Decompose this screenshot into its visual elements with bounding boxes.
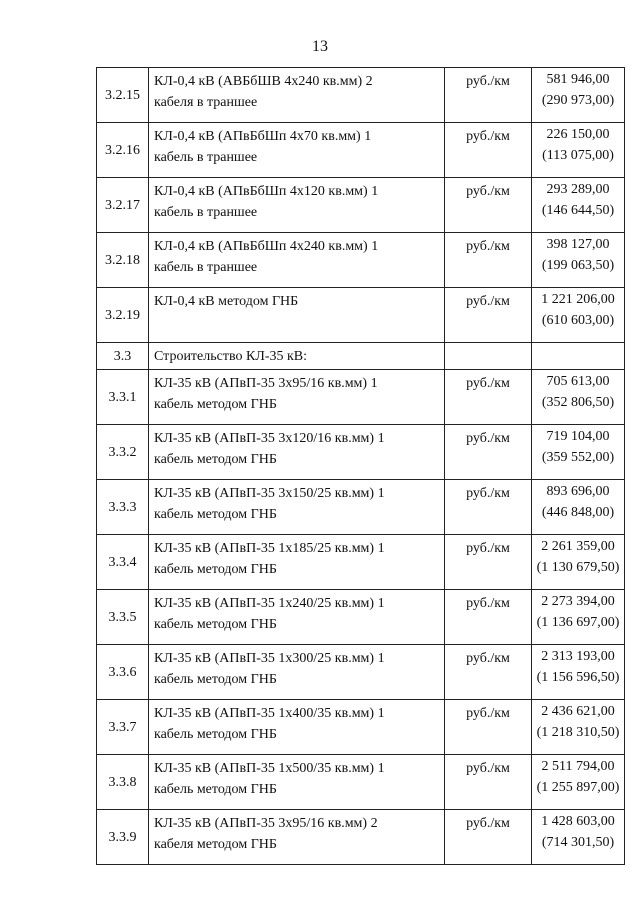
rate-bracketed: (1 130 679,50) xyxy=(536,560,620,575)
item-description xyxy=(149,68,445,123)
description-line: кабеля в траншее xyxy=(154,95,258,110)
rate-bracketed: (359 552,00) xyxy=(541,450,615,465)
item-description xyxy=(149,590,445,645)
item-description xyxy=(149,123,445,178)
rate-with-vat: 719 104,00 xyxy=(546,429,610,444)
item-description xyxy=(149,288,445,343)
item-number: 3.2.15 xyxy=(97,68,149,123)
unit-of-measure: руб./км xyxy=(445,123,532,178)
rate-value xyxy=(532,288,625,343)
description-line: КЛ-0,4 кВ (АПвБбШп 4х70 кв.мм) 1 xyxy=(154,129,372,144)
rate-value xyxy=(532,700,625,755)
description-line: КЛ-0,4 кВ (АВБбШВ 4х240 кв.мм) 2 xyxy=(154,74,373,89)
rate-with-vat: 1 221 206,00 xyxy=(541,292,615,307)
rate-with-vat: 398 127,00 xyxy=(546,237,610,252)
description-line: КЛ-35 кВ (АПвП-35 1х185/25 кв.мм) 1 xyxy=(154,541,385,556)
description-line: КЛ-35 кВ (АПвП-35 3х95/16 кв.мм) 1 xyxy=(154,376,378,391)
rate-with-vat: 2 511 794,00 xyxy=(541,759,615,774)
description-line: КЛ-35 кВ (АПвП-35 3х150/25 кв.мм) 1 xyxy=(154,486,385,501)
description-line: КЛ-35 кВ (АПвП-35 1х240/25 кв.мм) 1 xyxy=(154,596,385,611)
table-row xyxy=(97,480,625,535)
item-description xyxy=(149,233,445,288)
description-line: кабель методом ГНБ xyxy=(154,672,277,687)
rate-bracketed: (199 063,50) xyxy=(541,258,615,273)
tariff-table xyxy=(96,67,625,865)
rate-value xyxy=(532,370,625,425)
rate-bracketed: (146 644,50) xyxy=(541,203,615,218)
item-description xyxy=(149,645,445,700)
rate-value xyxy=(532,810,625,865)
unit-of-measure: руб./км xyxy=(445,700,532,755)
table-row xyxy=(97,645,625,700)
item-number: 3.3.7 xyxy=(97,700,149,755)
unit-of-measure: руб./км xyxy=(445,288,532,343)
description-line: кабель методом ГНБ xyxy=(154,507,277,522)
rate-value xyxy=(532,535,625,590)
rate-with-vat: 226 150,00 xyxy=(546,127,610,142)
unit-of-measure: руб./км xyxy=(445,178,532,233)
rate-value xyxy=(532,755,625,810)
table-row xyxy=(97,233,625,288)
item-description xyxy=(149,178,445,233)
item-number: 3.3.5 xyxy=(97,590,149,645)
rate-bracketed: (290 973,00) xyxy=(541,93,615,108)
description-line: кабель в траншее xyxy=(154,205,258,220)
description-line: КЛ-35 кВ (АПвП-35 3х120/16 кв.мм) 1 xyxy=(154,431,385,446)
description-line: КЛ-35 кВ (АПвП-35 3х95/16 кв.мм) 2 xyxy=(154,816,378,831)
unit-of-measure xyxy=(445,343,532,370)
item-number: 3.2.16 xyxy=(97,123,149,178)
item-description xyxy=(149,480,445,535)
description-line: кабель в траншее xyxy=(154,260,258,275)
item-description xyxy=(149,755,445,810)
description-line: кабель методом ГНБ xyxy=(154,562,277,577)
section-row xyxy=(97,343,625,370)
table-row xyxy=(97,590,625,645)
table-row xyxy=(97,535,625,590)
rate-value xyxy=(532,343,625,370)
item-number: 3.2.19 xyxy=(97,288,149,343)
item-description xyxy=(149,535,445,590)
description-line: кабель методом ГНБ xyxy=(154,727,277,742)
rate-with-vat: 705 613,00 xyxy=(546,374,610,389)
description-line: КЛ-0,4 кВ (АПвБбШп 4х120 кв.мм) 1 xyxy=(154,184,379,199)
rate-value xyxy=(532,68,625,123)
item-number: 3.3 xyxy=(97,343,149,370)
description-line: КЛ-35 кВ (АПвП-35 1х300/25 кв.мм) 1 xyxy=(154,651,385,666)
item-number: 3.2.17 xyxy=(97,178,149,233)
description-line: кабель методом ГНБ xyxy=(154,397,277,412)
item-number: 3.3.4 xyxy=(97,535,149,590)
table-row xyxy=(97,178,625,233)
item-number: 3.3.9 xyxy=(97,810,149,865)
unit-of-measure: руб./км xyxy=(445,755,532,810)
rate-bracketed: (714 301,50) xyxy=(541,835,615,850)
rate-with-vat: 2 436 621,00 xyxy=(541,704,615,719)
rate-bracketed: (1 218 310,50) xyxy=(536,725,620,740)
table-row xyxy=(97,288,625,343)
rate-with-vat: 2 261 359,00 xyxy=(541,539,615,554)
rate-with-vat: 2 313 193,00 xyxy=(541,649,615,664)
rate-value xyxy=(532,590,625,645)
rate-with-vat: 293 289,00 xyxy=(546,182,610,197)
item-description xyxy=(149,810,445,865)
rate-value xyxy=(532,425,625,480)
item-number: 3.2.18 xyxy=(97,233,149,288)
unit-of-measure: руб./км xyxy=(445,810,532,865)
unit-of-measure: руб./км xyxy=(445,590,532,645)
item-description xyxy=(149,343,445,370)
unit-of-measure: руб./км xyxy=(445,233,532,288)
unit-of-measure: руб./км xyxy=(445,480,532,535)
description-line: кабель методом ГНБ xyxy=(154,782,277,797)
rate-value xyxy=(532,233,625,288)
rate-value xyxy=(532,178,625,233)
unit-of-measure: руб./км xyxy=(445,370,532,425)
description-line: КЛ-35 кВ (АПвП-35 1х500/35 кв.мм) 1 xyxy=(154,761,385,776)
page-number: 13 xyxy=(312,38,328,55)
table-row xyxy=(97,810,625,865)
description-line: кабель методом ГНБ xyxy=(154,452,277,467)
rate-value xyxy=(532,123,625,178)
table-row xyxy=(97,68,625,123)
unit-of-measure: руб./км xyxy=(445,425,532,480)
description-line: кабель методом ГНБ xyxy=(154,617,277,632)
description-line: кабеля методом ГНБ xyxy=(154,837,277,852)
rate-bracketed: (1 156 596,50) xyxy=(536,670,620,685)
item-number: 3.3.1 xyxy=(97,370,149,425)
item-description xyxy=(149,425,445,480)
table-row xyxy=(97,755,625,810)
tariff-table-body xyxy=(97,68,625,865)
rate-bracketed: (352 806,50) xyxy=(541,395,615,410)
rate-bracketed: (1 255 897,00) xyxy=(536,780,620,795)
rate-bracketed: (113 075,00) xyxy=(542,148,614,163)
item-description xyxy=(149,370,445,425)
table-row xyxy=(97,425,625,480)
table-row xyxy=(97,370,625,425)
description-line: КЛ-35 кВ (АПвП-35 1х400/35 кв.мм) 1 xyxy=(154,706,385,721)
item-number: 3.3.6 xyxy=(97,645,149,700)
rate-bracketed: (1 136 697,00) xyxy=(536,615,620,630)
rate-value xyxy=(532,645,625,700)
table-row xyxy=(97,700,625,755)
item-number: 3.3.3 xyxy=(97,480,149,535)
item-number: 3.3.2 xyxy=(97,425,149,480)
unit-of-measure: руб./км xyxy=(445,68,532,123)
unit-of-measure: руб./км xyxy=(445,535,532,590)
description-line: КЛ-0,4 кВ (АПвБбШп 4х240 кв.мм) 1 xyxy=(154,239,379,254)
rate-with-vat: 581 946,00 xyxy=(546,72,610,87)
unit-of-measure: руб./км xyxy=(445,645,532,700)
description-line: КЛ-0,4 кВ методом ГНБ xyxy=(154,294,299,309)
rate-value xyxy=(532,480,625,535)
rate-with-vat: 893 696,00 xyxy=(546,484,610,499)
item-number: 3.3.8 xyxy=(97,755,149,810)
rate-with-vat: 2 273 394,00 xyxy=(541,594,615,609)
item-description xyxy=(149,700,445,755)
rate-with-vat: 1 428 603,00 xyxy=(541,814,615,829)
description-line: кабель в траншее xyxy=(154,150,258,165)
table-row xyxy=(97,123,625,178)
description-line: Строительство КЛ-35 кВ: xyxy=(154,349,308,364)
rate-bracketed: (610 603,00) xyxy=(541,313,615,328)
rate-bracketed: (446 848,00) xyxy=(541,505,615,520)
